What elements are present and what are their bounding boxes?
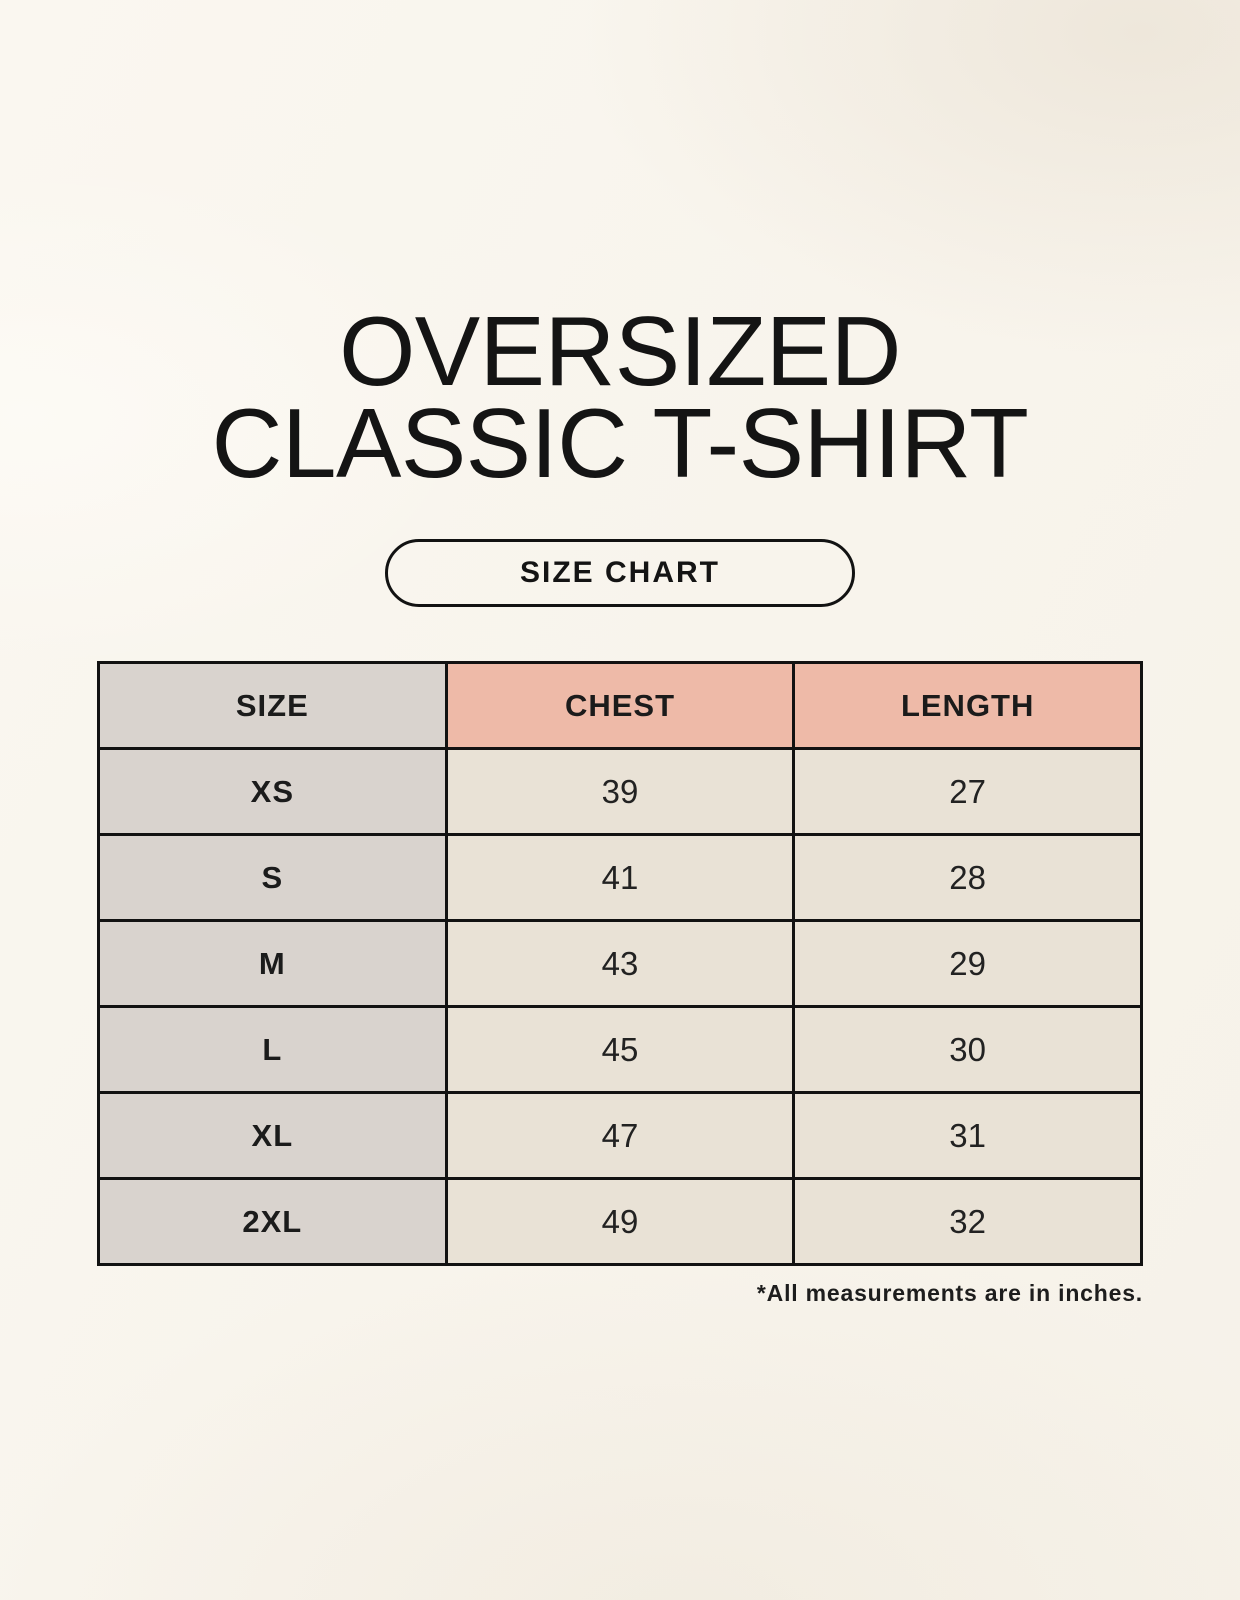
table-row	[99, 749, 1142, 835]
measurements-footnote: *All measurements are in inches.	[756, 1280, 1143, 1306]
chest-cell: 47	[446, 1093, 794, 1179]
chest-cell: 43	[446, 921, 794, 1007]
table-row	[99, 921, 1142, 1007]
table-row	[99, 1179, 1142, 1265]
length-cell: 32	[794, 1179, 1142, 1265]
length-cell: 31	[794, 1093, 1142, 1179]
size-table-body	[99, 749, 1142, 1265]
size-cell: M	[99, 921, 447, 1007]
page-title	[0, 0, 1240, 498]
length-cell: 29	[794, 921, 1142, 1007]
length-cell: 30	[794, 1007, 1142, 1093]
column-header-size: SIZE	[99, 663, 447, 749]
size-chart-button[interactable]: SIZE CHART	[385, 539, 855, 607]
table-row	[99, 835, 1142, 921]
chest-cell: 39	[446, 749, 794, 835]
header-row	[99, 663, 1142, 749]
chest-cell: 49	[446, 1179, 794, 1265]
length-cell: 27	[794, 749, 1142, 835]
size-cell: XL	[99, 1093, 447, 1179]
table-row	[99, 1007, 1142, 1093]
page-title-line1: OVERSIZED	[339, 296, 901, 406]
column-header-chest: CHEST	[446, 663, 794, 749]
size-cell: L	[99, 1007, 447, 1093]
chest-cell: 45	[446, 1007, 794, 1093]
page-title-line2: CLASSIC T-SHIRT	[211, 388, 1029, 498]
table-row	[99, 1093, 1142, 1179]
column-header-length: LENGTH	[794, 663, 1142, 749]
size-cell: S	[99, 835, 447, 921]
chest-cell: 41	[446, 835, 794, 921]
size-table	[97, 661, 1143, 1266]
size-table-header	[99, 663, 1142, 749]
length-cell: 28	[794, 835, 1142, 921]
size-cell: XS	[99, 749, 447, 835]
size-cell: 2XL	[99, 1179, 447, 1265]
